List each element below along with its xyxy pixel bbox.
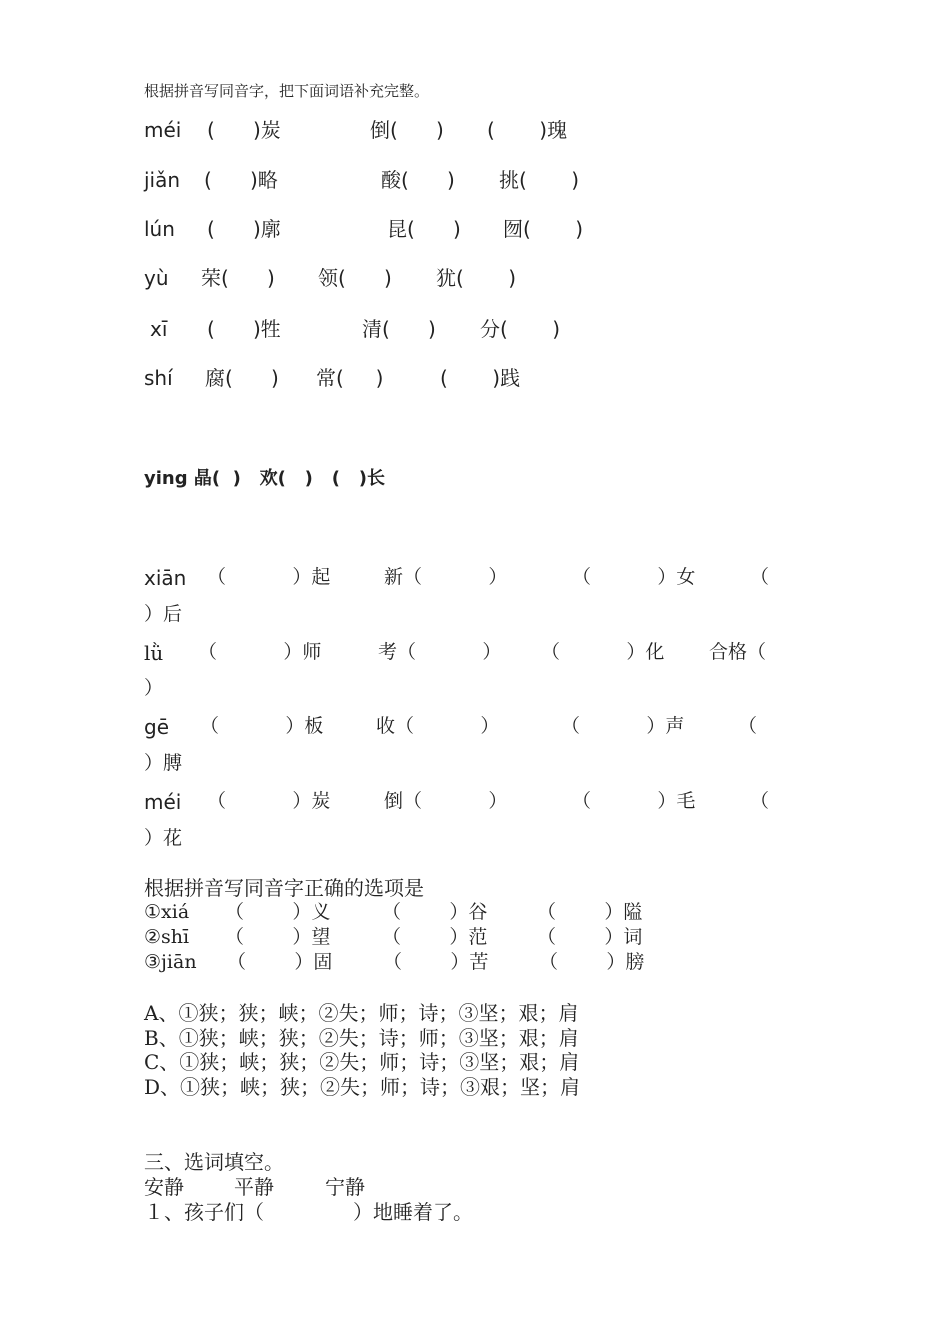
word-blank: ( )略: [204, 168, 278, 192]
item-label: ②shī: [144, 926, 190, 948]
option-c[interactable]: C、①狭；峡；狭；②失；师；诗；③坚；艰；肩: [144, 1050, 580, 1074]
word-blank: 合格（: [709, 641, 767, 663]
word-blank: ( )廓: [207, 217, 281, 241]
word-blank: （ ）化: [541, 641, 665, 663]
pinyin-label: lún: [144, 217, 175, 241]
word-blank: （: [750, 790, 770, 812]
word-blank: ）花: [144, 827, 183, 849]
item-label: ①xiá: [144, 901, 190, 923]
word-blank: （ ）范: [382, 926, 488, 948]
word-blank: （ ）女: [572, 566, 696, 588]
word-blank: ( )瑰: [487, 118, 568, 142]
word-blank: （ ）义: [225, 901, 331, 923]
word-blank: ( )践: [440, 366, 521, 390]
word-choice: 宁静: [325, 1175, 365, 1199]
word-blank: 挑( ): [499, 168, 580, 192]
word-blank: （ ）词: [537, 926, 643, 948]
word-blank: 倒（ ）: [384, 790, 508, 812]
pinyin-label: gē: [144, 715, 169, 739]
word-blank: 收（ ）: [376, 715, 500, 737]
option-b[interactable]: B、①狭；峡；狭；②失；诗；师；③坚；艰；肩: [144, 1026, 579, 1050]
word-choice: 平静: [234, 1175, 274, 1199]
section-heading: 三、选词填空。: [144, 1150, 284, 1174]
word-blank: 腐( ): [205, 366, 279, 390]
word-blank: 新（ ）: [384, 566, 508, 588]
word-choice: 安静: [144, 1175, 184, 1199]
word-blank: 分( ): [480, 317, 561, 341]
word-blank: 考（ ）: [378, 641, 502, 663]
option-d[interactable]: D、①狭；峡；狭；②失；师；诗；③艰；坚；肩: [144, 1075, 581, 1099]
ying-line: ying 晶( ) 欢( ) ( )长: [144, 468, 385, 489]
word-blank: ( )牲: [207, 317, 281, 341]
pinyin-label: méi: [144, 790, 182, 814]
word-blank: （ ）起: [207, 566, 331, 588]
pinyin-label: xī: [150, 317, 168, 341]
word-blank: 囫( ): [503, 217, 584, 241]
word-blank: （ ）谷: [382, 901, 488, 923]
pinyin-label: shí: [144, 366, 173, 390]
word-blank: （ ）隘: [537, 901, 643, 923]
word-blank: ( )炭: [207, 118, 281, 142]
item-label: ③jiān: [144, 951, 197, 973]
pinyin-label: yù: [144, 266, 169, 290]
word-blank: （: [738, 715, 758, 737]
question-text: 根据拼音写同音字正确的选项是: [144, 876, 424, 900]
pinyin-label: méi: [144, 118, 182, 142]
word-blank: （ ）固: [227, 951, 333, 973]
word-blank: （ ）板: [200, 715, 324, 737]
word-blank: （ ）声: [561, 715, 685, 737]
instruction-text: 根据拼音写同音字，把下面词语补充完整。: [144, 82, 430, 100]
word-blank: ）后: [144, 603, 183, 625]
word-blank: （: [750, 566, 770, 588]
word-blank: （ ）毛: [572, 790, 696, 812]
word-blank: ）膊: [144, 752, 183, 774]
fill-question-1: １、孩子们（ ）地睡着了。: [144, 1200, 474, 1224]
word-blank: 清( ): [362, 317, 436, 341]
word-blank: 荣( ): [201, 266, 275, 290]
word-blank: 酸( ): [381, 168, 455, 192]
pinyin-label: jiǎn: [144, 168, 181, 192]
word-blank: （ ）望: [225, 926, 331, 948]
word-blank: （ ）膀: [539, 951, 645, 973]
word-blank: （ ）炭: [207, 790, 331, 812]
word-blank: 昆( ): [387, 217, 461, 241]
word-blank: 倒( ): [370, 118, 444, 142]
word-blank: 犹( ): [436, 266, 517, 290]
word-blank: ）: [144, 677, 164, 699]
pinyin-label: lǜ: [144, 641, 164, 665]
pinyin-label: xiān: [144, 566, 187, 590]
word-blank: 领( ): [318, 266, 392, 290]
word-blank: 常( ): [316, 366, 384, 390]
word-blank: （ ）苦: [383, 951, 489, 973]
option-a[interactable]: A、①狭；狭；峡；②失；师；诗；③坚；艰；肩: [144, 1001, 579, 1025]
word-blank: （ ）师: [198, 641, 322, 663]
